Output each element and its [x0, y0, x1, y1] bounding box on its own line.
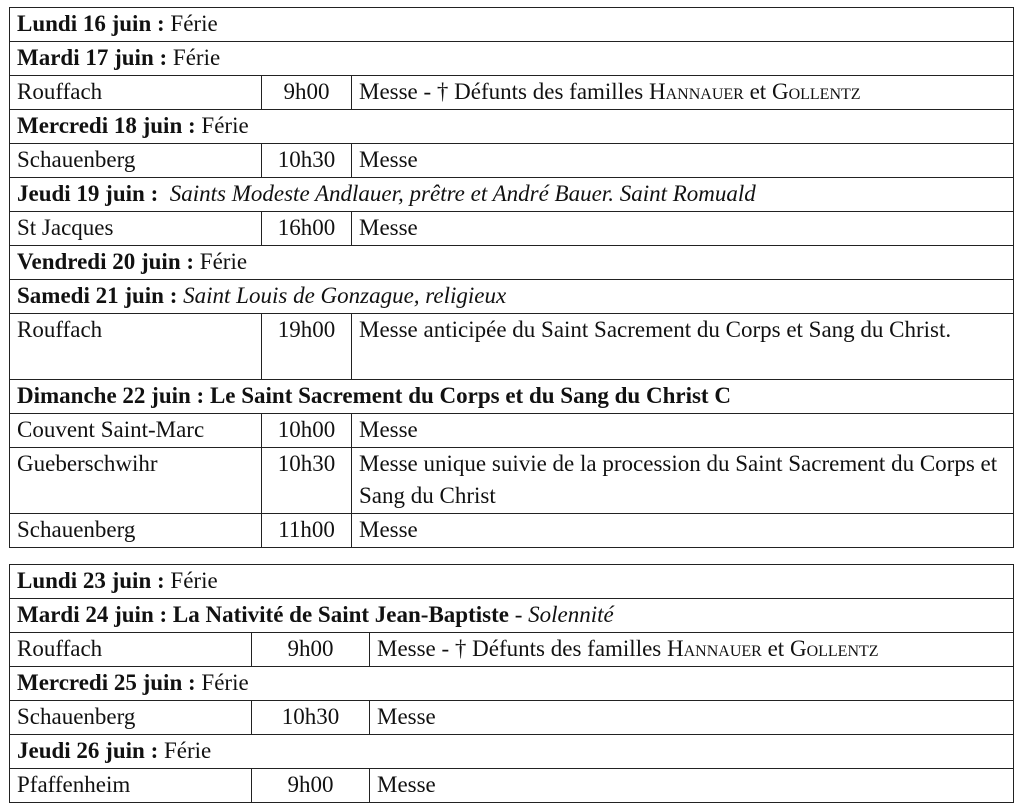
mass-row [10, 769, 1014, 803]
time-cell: 16h00 [262, 212, 352, 246]
event-cell: Messe - † Défunts des familles Hannauer et Gollentz [370, 633, 1014, 667]
day-label: Vendredi 20 juin [17, 249, 181, 274]
event-cell: Messe anticipée du Saint Sacrement du Corps et Sang du Christ. [352, 314, 1014, 380]
mass-row [10, 701, 1014, 735]
day-label: Mardi 17 juin [17, 45, 154, 70]
place-cell: Rouffach [10, 633, 252, 667]
day-header: Mercredi 18 juin : Férie [10, 110, 1014, 144]
event-cell: Messe - † Défunts des familles Hannauer et Gollentz [352, 76, 1014, 110]
mass-row [10, 633, 1014, 667]
place-cell: Schauenberg [10, 701, 252, 735]
mass-row [10, 314, 1014, 380]
time-cell: 10h30 [252, 701, 370, 735]
day-header-row [10, 667, 1014, 701]
liturgy-label: Férie [164, 738, 212, 763]
day-header: Dimanche 22 juin : Le Saint Sacrement du Corps et du Sang du Christ C [10, 380, 1014, 414]
mass-row [10, 144, 1014, 178]
day-header-row [10, 8, 1014, 42]
event-cell: Messe [352, 212, 1014, 246]
event-cell: Messe [352, 514, 1014, 548]
day-header-row [10, 599, 1014, 633]
day-label: Samedi 21 juin [17, 283, 164, 308]
event-cell: Messe [370, 701, 1014, 735]
liturgy-label: Férie [201, 670, 249, 695]
day-header-row [10, 565, 1014, 599]
liturgy-label: Férie [172, 45, 221, 70]
liturgy-label: Férie [170, 568, 218, 593]
event-cell: Messe [352, 414, 1014, 448]
liturgy-label: Férie [170, 11, 218, 36]
day-header-row [10, 280, 1014, 314]
mass-row [10, 76, 1014, 110]
day-header-row [10, 380, 1014, 414]
place-cell: Rouffach [10, 314, 262, 380]
day-header: Jeudi 26 juin : Férie [10, 735, 1014, 769]
place-cell: Pfaffenheim [10, 769, 252, 803]
place-cell: Gueberschwihr [10, 448, 262, 514]
day-header: Samedi 21 juin : Saint Louis de Gonzague, religieux [10, 280, 1014, 314]
liturgy-label: Saints Modeste Andlauer, prêtre et André Bauer. Saint Romuald [169, 181, 756, 206]
schedule-table-week-1 [9, 7, 1014, 548]
mass-row [10, 448, 1014, 514]
event-cell: Messe [352, 144, 1014, 178]
day-label: Mercredi 25 juin [17, 670, 183, 695]
event-cell: Messe unique suivie de la procession du Saint Sacrement du Corps et Sang du Christ [352, 448, 1014, 514]
day-header: Lundi 23 juin : Férie [10, 565, 1014, 599]
time-cell: 10h30 [262, 448, 352, 514]
time-cell: 9h00 [262, 76, 352, 110]
event-cell: Messe [370, 769, 1014, 803]
day-header-row [10, 178, 1014, 212]
place-cell: Schauenberg [10, 514, 262, 548]
day-header: Jeudi 19 juin : Saints Modeste Andlauer, prêtre et André Bauer. Saint Romuald [10, 178, 1014, 212]
liturgy-label: Saint Louis de Gonzague, religieux [183, 283, 507, 308]
time-cell: 9h00 [252, 769, 370, 803]
place-cell: Schauenberg [10, 144, 262, 178]
liturgy-label: Férie [199, 249, 248, 274]
time-cell: 11h00 [262, 514, 352, 548]
liturgy-label: Férie [201, 113, 249, 138]
liturgy-label: Solennité [528, 602, 614, 627]
mass-row [10, 414, 1014, 448]
day-header: Mardi 17 juin : Férie [10, 42, 1014, 76]
day-header: Vendredi 20 juin : Férie [10, 246, 1014, 280]
day-label: Lundi 16 juin [17, 11, 152, 36]
day-header-row [10, 246, 1014, 280]
time-cell: 10h30 [262, 144, 352, 178]
day-header: Mardi 24 juin : La Nativité de Saint Jean-Baptiste - Solennité [10, 599, 1014, 633]
day-header: Mercredi 25 juin : Férie [10, 667, 1014, 701]
day-label: Jeudi 19 juin [17, 181, 145, 206]
mass-row [10, 212, 1014, 246]
day-label: Lundi 23 juin [17, 568, 152, 593]
day-header-row [10, 42, 1014, 76]
day-header-row [10, 735, 1014, 769]
place-cell: Couvent Saint-Marc [10, 414, 262, 448]
day-header-row [10, 110, 1014, 144]
day-label: Jeudi 26 juin [17, 738, 145, 763]
place-cell: St Jacques [10, 212, 262, 246]
schedule-table-week-2 [9, 564, 1014, 803]
time-cell: 9h00 [252, 633, 370, 667]
day-label: Mardi 24 juin : La Nativité de Saint Jean-Baptiste [17, 602, 509, 627]
time-cell: 10h00 [262, 414, 352, 448]
place-cell: Rouffach [10, 76, 262, 110]
time-cell: 19h00 [262, 314, 352, 380]
day-header: Lundi 16 juin : Férie [10, 8, 1014, 42]
day-label: Mercredi 18 juin [17, 113, 183, 138]
mass-row [10, 514, 1014, 548]
